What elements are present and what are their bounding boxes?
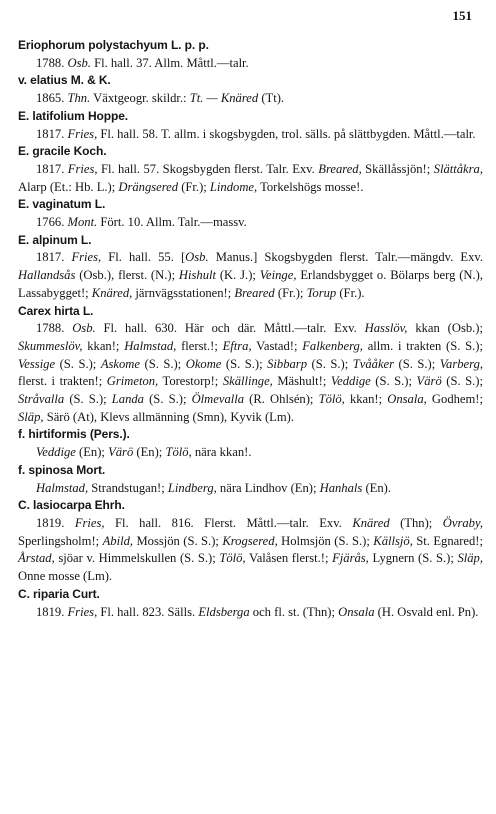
text-segment: Erlandsbygget o. Bölarps berg (N.), Lassabygget!; xyxy=(18,268,484,300)
italic-segment: Fries, xyxy=(74,515,105,530)
italic-segment: Slättåkra, xyxy=(433,161,483,176)
text-segment: Särö (At), Klevs allmänning (Smn), Kyvik (Lm). xyxy=(43,409,294,424)
italic-segment: Krogsered, xyxy=(222,533,278,548)
text-segment: 1865. xyxy=(36,91,68,106)
taxon-heading: v. elatius M. & K. xyxy=(18,73,111,88)
taxon-heading: E. gracile Koch. xyxy=(18,144,107,159)
taxon-entry xyxy=(18,55,483,73)
text-segment: Strandstugan!; xyxy=(88,480,168,495)
italic-segment: Lindome, xyxy=(209,179,258,194)
italic-segment: Värö xyxy=(108,445,134,460)
text-segment: 1788. xyxy=(36,55,68,70)
italic-segment: Knäred, xyxy=(91,285,133,300)
italic-segment: Tölö, xyxy=(219,551,246,566)
taxon-entry xyxy=(18,214,483,232)
italic-segment: Värö xyxy=(416,374,442,389)
text-segment: Onne mosse (Lm). xyxy=(18,569,113,584)
italic-segment: Landa xyxy=(111,392,144,407)
text-segment: (K. J.); xyxy=(216,268,260,283)
text-segment: 1817. xyxy=(36,126,68,141)
italic-segment: Osb. xyxy=(67,55,91,70)
italic-segment: Falkenberg, xyxy=(302,338,363,353)
italic-segment: Osb. xyxy=(72,321,96,336)
taxon-heading: E. vaginatum L. xyxy=(18,197,106,212)
text-segment: Fört. 10. Allm. Talr.—massv. xyxy=(97,215,247,230)
text-segment: Holmsjön (S. S.); xyxy=(277,533,374,548)
italic-segment: Fjärås, xyxy=(332,551,369,566)
text-segment: Godhem!; xyxy=(426,392,483,407)
italic-segment: Breared, xyxy=(318,161,362,176)
text-segment: Sperlingsholm!; xyxy=(18,533,103,548)
italic-segment: Torup xyxy=(306,285,337,300)
italic-segment: Släp, xyxy=(18,409,44,424)
taxon-heading: f. hirtiformis (Pers.). xyxy=(18,427,130,442)
text-segment: kkan!; xyxy=(82,338,125,353)
text-segment: Fl. hall. 816. Flerst. Måttl.—talr. Exv. xyxy=(104,515,353,530)
taxon-heading: f. spinosa Mort. xyxy=(18,462,106,477)
text-segment: 1819. xyxy=(36,515,75,530)
text-segment: (En); xyxy=(75,445,109,460)
text-segment: Fl. hall. 823. Sälls. xyxy=(97,604,199,619)
italic-segment: Lindberg, xyxy=(167,480,217,495)
italic-segment: Knäred xyxy=(352,515,390,530)
text-segment: Mossjön (S. S.); xyxy=(133,533,223,548)
text-segment: allm. i trakten (S. S.); xyxy=(362,338,483,353)
italic-segment: Osb. xyxy=(185,250,209,265)
italic-segment: Veddige xyxy=(330,374,371,389)
text-segment: (Fr.); xyxy=(178,179,210,194)
text-segment: Fl. hall. 58. T. allm. i skogsbygden, trol. sälls. på slättbygden. Måttl.—talr. xyxy=(97,126,476,141)
taxon-entry xyxy=(18,126,483,144)
italic-segment: Skällinge, xyxy=(222,374,273,389)
italic-segment: Hanhals xyxy=(319,480,363,495)
italic-segment: Källsjö, xyxy=(373,533,413,548)
italic-segment: Vessige xyxy=(18,356,56,371)
text-segment: Torkelshögs mosse!. xyxy=(257,179,364,194)
text-segment: 1817. xyxy=(36,161,68,176)
italic-segment: Hallandsås xyxy=(18,268,76,283)
taxon-entry xyxy=(18,515,483,586)
text-segment: järnvägsstationen!; xyxy=(132,285,235,300)
text-segment: Lygnern (S. S.); xyxy=(368,551,458,566)
text-segment: (S. S.); xyxy=(55,356,101,371)
text-segment: (S. S.); xyxy=(307,356,353,371)
text-segment: kkan (Osb.); xyxy=(407,321,483,336)
text-segment: (Fr.). xyxy=(336,285,365,300)
italic-segment: Skummeslöv, xyxy=(18,338,83,353)
italic-segment: Tölö, xyxy=(165,445,192,460)
italic-segment: Fries, xyxy=(67,126,98,141)
italic-segment: Abild, xyxy=(102,533,134,548)
text-segment: Torestorp!; xyxy=(158,374,223,389)
text-segment: sjöar v. Himmelskullen (S. S.); xyxy=(54,551,220,566)
italic-segment: Okome xyxy=(185,356,222,371)
text-segment: (S. S.); xyxy=(370,374,417,389)
text-segment: (S. S.); xyxy=(139,356,186,371)
taxon-heading: E. latifolium Hoppe. xyxy=(18,108,129,123)
text-segment: Fl. hall. 630. Här och där. Måttl.—talr. Exv. xyxy=(95,321,365,336)
italic-segment: Fries, xyxy=(67,604,98,619)
italic-segment: Tölö, xyxy=(318,392,345,407)
text-segment: Manus.] Skogsbygden flerst. Talr.—mängdv. Exv. xyxy=(208,250,484,265)
text-segment: (Fr.); xyxy=(274,285,307,300)
text-segment: Fl. hall. 55. [ xyxy=(101,250,186,265)
text-segment: (R. Ohlsén); xyxy=(244,392,319,407)
text-segment: nära Lindhov (En); xyxy=(216,480,320,495)
italic-segment: Varberg, xyxy=(439,356,484,371)
text-segment: (Thn); xyxy=(389,515,443,530)
text-segment: Skällåssjön!; xyxy=(361,161,434,176)
italic-segment: Drängsered xyxy=(118,179,179,194)
taxon-entry xyxy=(18,604,483,622)
text-segment: Växtgeogr. skildr.: xyxy=(90,91,190,106)
text-segment: (S. S.); xyxy=(221,356,268,371)
text-segment: 1819. xyxy=(36,604,68,619)
italic-segment: Hishult xyxy=(178,268,217,283)
text-segment: (En). xyxy=(362,480,391,495)
italic-segment: Fries, xyxy=(67,161,98,176)
text-segment: 1817. xyxy=(36,250,72,265)
italic-segment: Ölmevalla xyxy=(191,392,245,407)
italic-segment: Eftra, xyxy=(222,338,252,353)
italic-segment: Släp, xyxy=(457,551,483,566)
italic-segment: Onsala xyxy=(338,604,375,619)
text-segment: Mäshult!; xyxy=(272,374,331,389)
italic-segment: Halmstad, xyxy=(124,338,177,353)
text-segment: (S. S.); xyxy=(143,392,192,407)
taxon-heading: C. riparia Curt. xyxy=(18,586,100,601)
italic-segment: Fries, xyxy=(71,250,102,265)
italic-segment: Thn. xyxy=(67,91,91,106)
text-segment: Valåsen flerst.!; xyxy=(245,551,333,566)
taxon-heading: E. alpinum L. xyxy=(18,232,92,247)
text-segment: (Tt). xyxy=(258,91,285,106)
italic-segment: Tt. — Knäred xyxy=(189,91,259,106)
italic-segment: Årstad, xyxy=(18,551,55,566)
italic-segment: Övraby, xyxy=(442,515,483,530)
italic-segment: Halmstad, xyxy=(36,480,89,495)
italic-segment: Sibbarp xyxy=(267,356,308,371)
text-segment: Fl. hall. 57. Skogsbygden flerst. Talr. Exv. xyxy=(97,161,319,176)
taxon-entry xyxy=(18,320,483,426)
text-segment: nära kkan!. xyxy=(191,445,252,460)
italic-segment: Tvååker xyxy=(352,356,395,371)
document-body xyxy=(18,37,483,621)
text-segment: (S. S.); xyxy=(441,374,483,389)
taxon-entry xyxy=(18,480,483,498)
taxon-entry xyxy=(18,249,483,302)
italic-segment: Mont. xyxy=(67,215,98,230)
italic-segment: Veddige xyxy=(36,445,76,460)
italic-segment: Breared xyxy=(234,285,275,300)
italic-segment: Stråvalla xyxy=(18,392,65,407)
taxon-entry xyxy=(18,444,483,462)
italic-segment: Askome xyxy=(100,356,140,371)
italic-segment: Veinge, xyxy=(259,268,297,283)
italic-segment: Onsala, xyxy=(387,392,427,407)
taxon-entry xyxy=(18,90,483,108)
text-segment: flerst.!; xyxy=(176,338,223,353)
taxon-heading: Carex hirta L. xyxy=(18,303,94,318)
taxon-heading: C. lasiocarpa Ehrh. xyxy=(18,498,125,513)
text-segment: Alarp (Et.: Hb. L.); xyxy=(18,179,119,194)
text-segment: 1766. xyxy=(36,215,68,230)
text-segment: Vastad!; xyxy=(251,338,303,353)
text-segment: och fl. st. (Thn); xyxy=(249,604,339,619)
italic-segment: Eldsberga xyxy=(198,604,250,619)
text-segment: kkan!; xyxy=(344,392,388,407)
text-segment: (H. Osvald enl. Pn). xyxy=(374,604,479,619)
text-segment: flerst. i trakten!; xyxy=(18,374,107,389)
taxon-entry xyxy=(18,161,483,196)
text-segment: (S. S.); xyxy=(64,392,112,407)
page-number: 151 xyxy=(452,8,472,23)
text-segment: St. Egnared!; xyxy=(412,533,483,548)
text-segment: 1788. xyxy=(36,321,73,336)
text-segment: (En); xyxy=(133,445,166,460)
text-segment: (S. S.); xyxy=(394,356,440,371)
italic-segment: Grimeton, xyxy=(106,374,159,389)
text-segment: (Osb.), flerst. (N.); xyxy=(75,268,179,283)
text-segment: Fl. hall. 37. Allm. Måttl.—talr. xyxy=(90,55,249,70)
taxon-heading: Eriophorum polystachyum L. p. p. xyxy=(18,38,209,52)
italic-segment: Hasslöv, xyxy=(364,321,408,336)
